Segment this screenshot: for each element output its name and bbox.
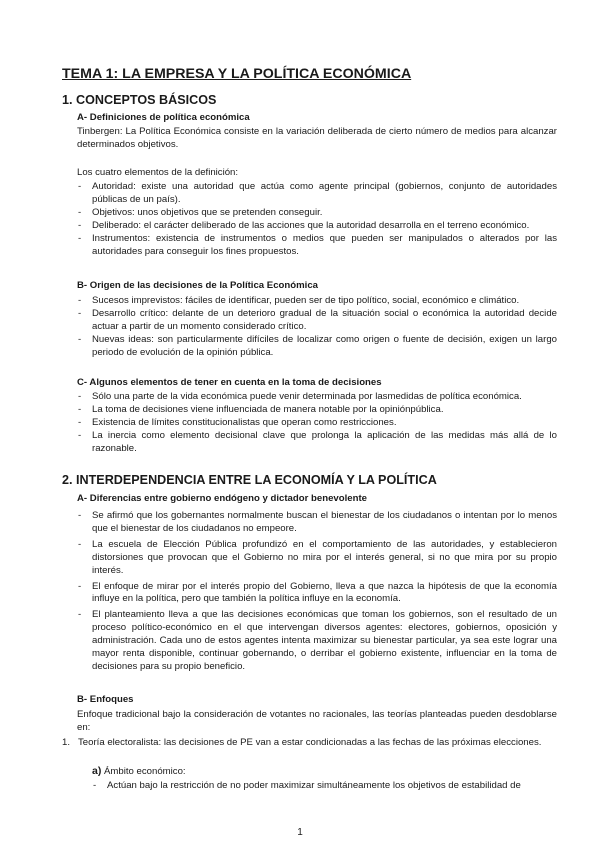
- list-item: - Objetivos: unos objetivos que se pretenden conseguir.: [78, 206, 323, 218]
- section-1-heading: 1. CONCEPTOS BÁSICOS: [62, 93, 217, 107]
- subsection-1a-paragraph-2: Los cuatro elementos de la definición:: [77, 167, 239, 178]
- numbered-item-number: 1.: [62, 737, 71, 748]
- subsection-1c-heading: C- Algunos elementos de tener en cuenta en la toma de decisiones: [77, 377, 382, 388]
- subsection-2b-heading: B- Enfoques: [77, 694, 134, 705]
- subsection-2a-list: [77, 510, 557, 677]
- page-number: 1: [297, 827, 303, 838]
- lettered-item-text: Ámbito económico:: [104, 766, 186, 777]
- list-item: - Se afirmó que los gobernantes normalmente buscan el bienestar de los ciudadanos o intentan por lo menos que el bienestar de los ciudadanos no empeore.: [78, 510, 557, 534]
- lettered-item-a: [92, 765, 186, 777]
- list-item: - El planteamiento lleva a que las decisiones económicas que toman los gobiernos, son el resultado de un proceso político-económico en el que intervengan diversos agentes: electores, gobiernos, oposición y administración. Cada uno de estos agentes intenta maximizar su bienestar particular, ya sea este lograr una mayor renta disponible, continuar gobernando, o derribar el gobierno existente, influenciar en la toma de decisiones para su propio beneficio.: [78, 609, 557, 672]
- list-item: - El enfoque de mirar por el interés propio del Gobierno, lleva a que nazca la hipótesis de que la economía influye en la política, pero que también la política influye en la economía.: [78, 580, 557, 605]
- list-item: - Instrumentos: existencia de instrumentos o medios que pueden ser manipulados o alterados por las autoridades para conseguir los fines propuestos.: [78, 232, 557, 257]
- list-item: - La inercia como elemento decisional clave que prolonga la aplicación de las medidas más allá de lo razonable.: [78, 429, 557, 454]
- subsection-2a-heading: A- Diferencias entre gobierno endógeno y dictador benevolente: [77, 493, 367, 504]
- list-item: - Sólo una parte de la vida económica puede venir determinada por lasmedidas de política económica.: [78, 391, 522, 402]
- numbered-item-text: Teoría electoralista: las decisiones de PE van a estar condicionadas a las fechas de las próximas elecciones.: [78, 737, 542, 748]
- lettered-item-letter: a): [92, 765, 102, 777]
- list-item: - Sucesos imprevistos: fáciles de identificar, pueden ser de tipo político, social, económico e climático.: [78, 295, 520, 306]
- list-item: - Deliberado: el carácter deliberado de las acciones que la autoridad desarrolla en el terreno económico.: [78, 219, 530, 231]
- subsection-1a-paragraph-1: Tinbergen: La Política Económica consiste en la variación deliberada de cierto número de medios para alcanzar determinados objetivos.: [77, 126, 557, 150]
- list-item: - La escuela de Elección Pública profundizó en el comportamiento de las autoridades, y establecieron distorsiones que provocan que el Gobierno no mira por el interés general, si no que mira por su propio interés.: [78, 538, 557, 576]
- list-item: - Autoridad: existe una autoridad que actúa como agente principal (gobiernos, conjunto de autoridades públicas de un país).: [78, 181, 557, 205]
- list-item: - La toma de decisiones viene influenciada de manera notable por la opiniónpública.: [78, 403, 444, 415]
- numbered-item-1: [62, 737, 557, 750]
- list-item: - Desarrollo crítico: delante de un deterioro gradual de la situación social o económica la autoridad decide actuar a partir de un momento considerado crítico.: [78, 307, 557, 332]
- subsection-2b-paragraph: Enfoque tradicional bajo la consideración de votantes no racionales, las teorías planteadas pueden desdoblarse en:: [77, 709, 557, 733]
- subsection-1b-list: [77, 295, 557, 360]
- subsection-1b-heading: B- Origen de las decisiones de la Política Económica: [77, 280, 318, 291]
- subsection-1a-heading: A- Definiciones de política económica: [77, 112, 250, 123]
- subsection-2b-list: [92, 780, 557, 793]
- list-item: - Actúan bajo la restricción de no poder maximizar simultáneamente los objetivos de estabilidad de: [93, 780, 521, 791]
- list-item: - Existencia de límites constitucionalistas que operan como restricciones.: [78, 416, 397, 428]
- subsection-1c-list: [77, 391, 557, 456]
- page-title: TEMA 1: LA EMPRESA Y LA POLÍTICA ECONÓMICA: [62, 66, 412, 82]
- list-item: - Nuevas ideas: son particularmente difíciles de localizar como origen o fuente de decisión, exigen un largo periodo de evolución de la opinión pública.: [78, 333, 557, 358]
- subsection-1a-list: [77, 181, 557, 258]
- section-2-heading: 2. INTERDEPENDENCIA ENTRE LA ECONOMÍA Y LA POLÍTICA: [62, 473, 437, 487]
